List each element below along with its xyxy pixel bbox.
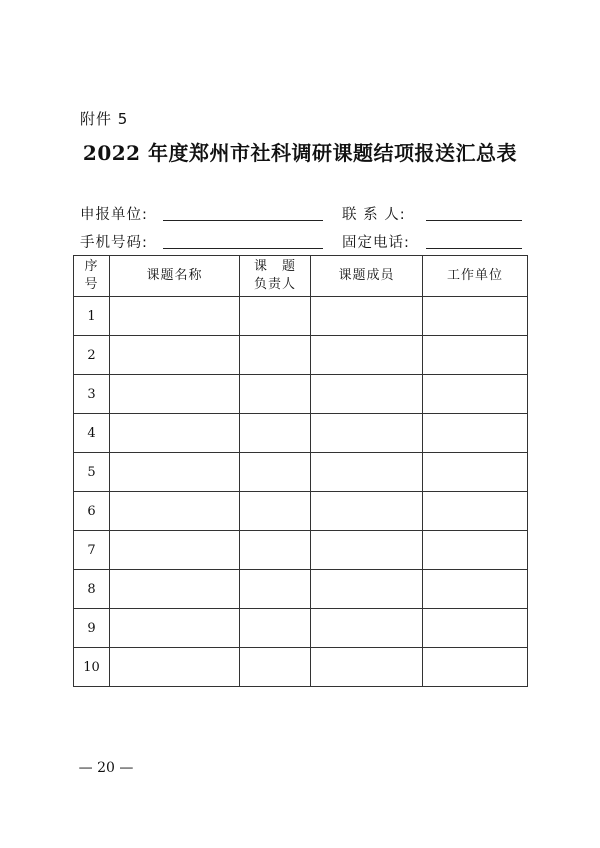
leader-cell[interactable]: [240, 414, 311, 453]
info-row-phones: [80, 231, 530, 253]
members-cell[interactable]: [311, 648, 423, 687]
work-unit-cell[interactable]: [423, 531, 528, 570]
topic-name-cell[interactable]: [110, 648, 240, 687]
header-seq: [74, 256, 110, 297]
members-cell[interactable]: [311, 570, 423, 609]
work-unit-cell[interactable]: [423, 648, 528, 687]
leader-cell[interactable]: [240, 375, 311, 414]
topic-name-cell[interactable]: [110, 609, 240, 648]
table-row: [74, 570, 528, 609]
row-seq: 1: [74, 297, 110, 336]
work-unit-cell[interactable]: [423, 570, 528, 609]
row-seq: 9: [74, 609, 110, 648]
members-cell[interactable]: [311, 609, 423, 648]
topic-name-cell[interactable]: [110, 531, 240, 570]
table-row: [74, 531, 528, 570]
topic-name-cell[interactable]: [110, 297, 240, 336]
leader-cell[interactable]: [240, 492, 311, 531]
topic-name-cell[interactable]: [110, 336, 240, 375]
row-seq: 7: [74, 531, 110, 570]
contact-person-field[interactable]: [426, 220, 522, 221]
work-unit-cell[interactable]: [423, 609, 528, 648]
header-seq-line2: 号: [84, 277, 99, 292]
header-leader-line1: 课 题: [253, 259, 296, 274]
row-seq: 2: [74, 336, 110, 375]
row-seq: 5: [74, 453, 110, 492]
mobile-field[interactable]: [163, 248, 323, 249]
work-unit-cell[interactable]: [423, 375, 528, 414]
annex-label: 附件 5: [80, 110, 129, 128]
members-cell[interactable]: [311, 297, 423, 336]
work-unit-cell[interactable]: [423, 297, 528, 336]
topic-name-cell[interactable]: [110, 453, 240, 492]
header-topic-name: 课题名称: [110, 256, 240, 297]
reporting-unit-field[interactable]: [163, 220, 323, 221]
reporting-unit-label: 申报单位:: [80, 207, 148, 223]
members-cell[interactable]: [311, 414, 423, 453]
table-row: [74, 297, 528, 336]
work-unit-cell[interactable]: [423, 453, 528, 492]
table-row: [74, 609, 528, 648]
members-cell[interactable]: [311, 336, 423, 375]
row-seq: 4: [74, 414, 110, 453]
members-cell[interactable]: [311, 375, 423, 414]
table-row: [74, 453, 528, 492]
leader-cell[interactable]: [240, 609, 311, 648]
contact-person-label: 联 系 人:: [342, 207, 406, 223]
summary-table: [73, 255, 528, 687]
topic-name-cell[interactable]: [110, 375, 240, 414]
landline-field[interactable]: [426, 248, 522, 249]
leader-cell[interactable]: [240, 570, 311, 609]
members-cell[interactable]: [311, 453, 423, 492]
topic-name-cell[interactable]: [110, 492, 240, 531]
leader-cell[interactable]: [240, 531, 311, 570]
topic-name-cell[interactable]: [110, 570, 240, 609]
leader-cell[interactable]: [240, 453, 311, 492]
header-leader: [240, 256, 311, 297]
work-unit-cell[interactable]: [423, 414, 528, 453]
work-unit-cell[interactable]: [423, 492, 528, 531]
leader-cell[interactable]: [240, 336, 311, 375]
members-cell[interactable]: [311, 492, 423, 531]
table-row: [74, 414, 528, 453]
row-seq: 8: [74, 570, 110, 609]
header-seq-line1: 序: [84, 259, 99, 274]
leader-cell[interactable]: [240, 648, 311, 687]
header-members: 课题成员: [311, 256, 423, 297]
landline-label: 固定电话:: [342, 235, 410, 251]
header-leader-line2: 负责人: [253, 277, 296, 292]
info-row-unit-contact: [80, 203, 530, 225]
page-number: — 20 —: [78, 760, 134, 776]
leader-cell[interactable]: [240, 297, 311, 336]
work-unit-cell[interactable]: [423, 336, 528, 375]
row-seq: 10: [74, 648, 110, 687]
table-row: [74, 648, 528, 687]
page-title: 2022 年度郑州市社科调研课题结项报送汇总表: [82, 141, 518, 165]
table-row: [74, 492, 528, 531]
table-row: [74, 336, 528, 375]
members-cell[interactable]: [311, 531, 423, 570]
topic-name-cell[interactable]: [110, 414, 240, 453]
mobile-label: 手机号码:: [80, 235, 148, 251]
row-seq: 6: [74, 492, 110, 531]
table-row: [74, 375, 528, 414]
row-seq: 3: [74, 375, 110, 414]
header-work-unit: 工作单位: [423, 256, 528, 297]
table-header-row: [74, 256, 528, 297]
